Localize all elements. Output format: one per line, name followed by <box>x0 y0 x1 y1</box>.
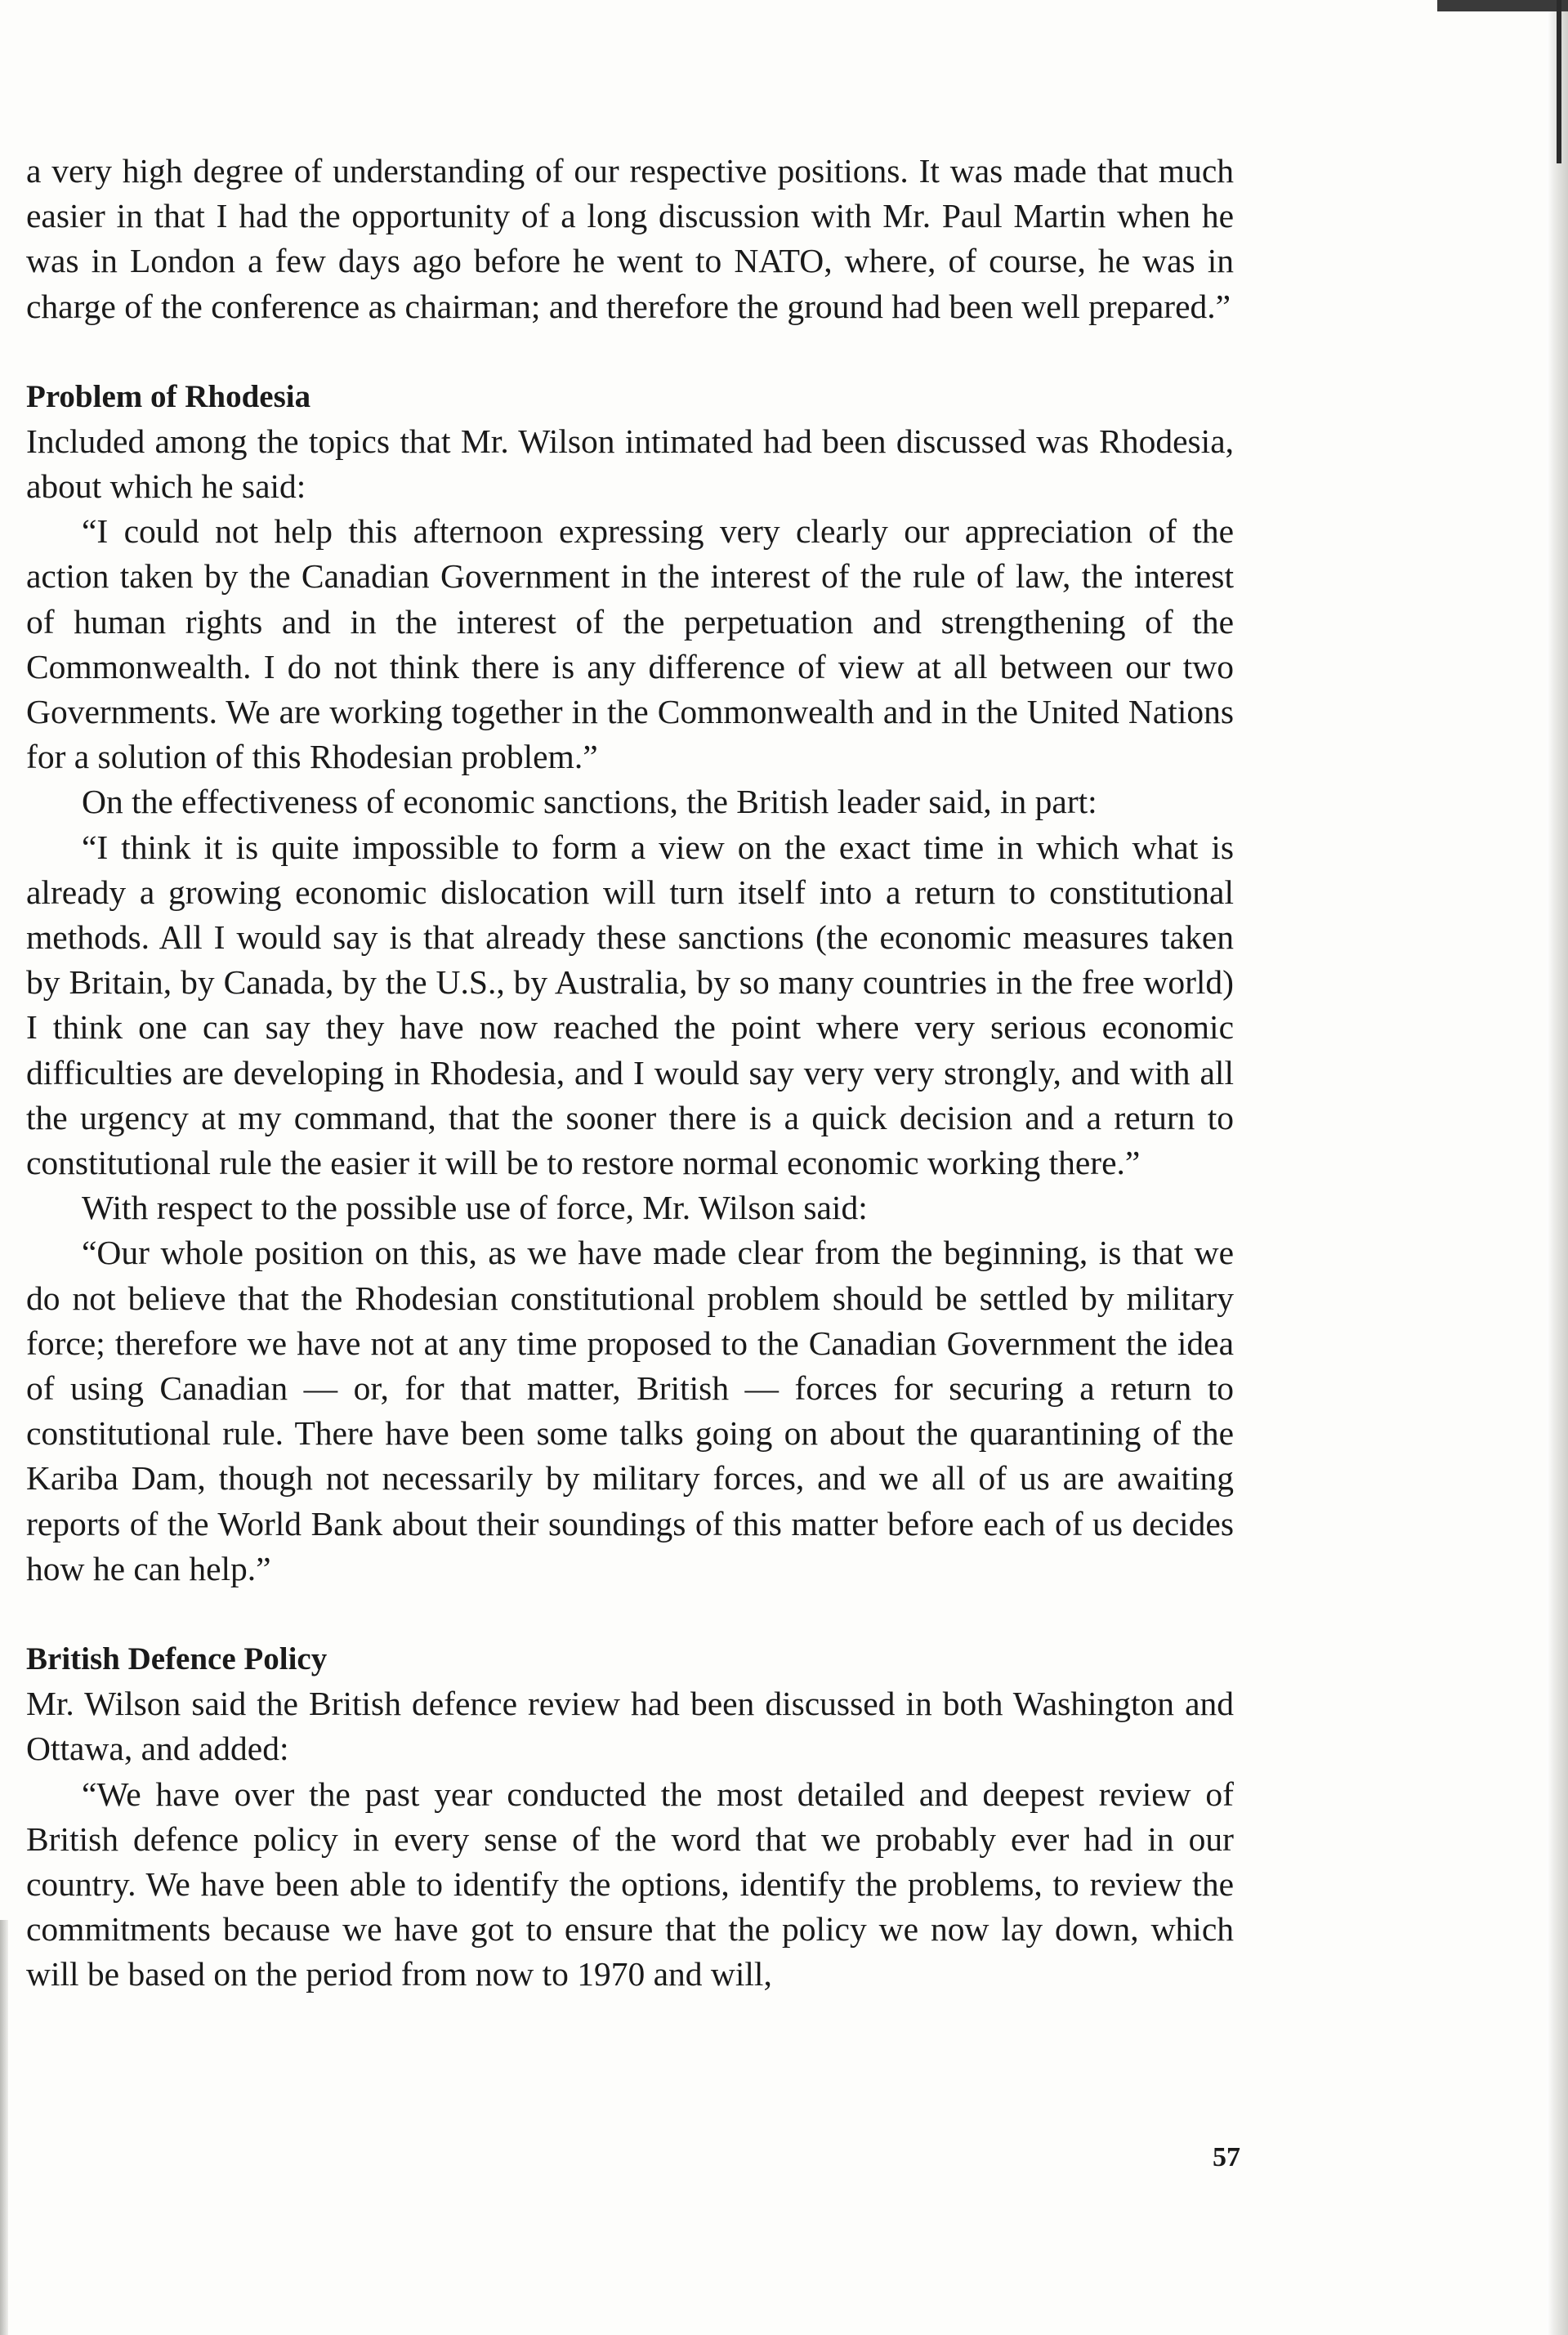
quote-paragraph: “I think it is quite impossible to form a view on the exact time in which what is already a growing economic dislocation will turn itself into a return to constitutional methods. All I would say is that already these sanctions (the economic measures taken by Britain, by Canada, by the U.S., by Australia, by so many countries in the free world) I think one can say they have now reached the point where very serious economic difficulties are developing in Rhodesia, and I would say very very strongly, and with all the urgency at my command, that the sooner there is a quick decision and a return to constitutional rule the easier it will be to restore normal economic working there.” <box>26 828 1234 1182</box>
opening-paragraph: a very high degree of understanding of our respective positions. It was made that much easier in that I had the opportunity of a long discussion with Mr. Paul Martin when he was in London a few days ago before he went to NATO, where, of course, he was in charge of the conference as chairman; and therefore the ground had been well prepared.” <box>26 152 1234 325</box>
scan-edge-left <box>0 1920 8 2335</box>
body-text <box>26 149 1234 1998</box>
paragraph: Included among the topics that Mr. Wilson intimated had been discussed was Rhodesia, about which he said: <box>26 422 1234 506</box>
quote-paragraph: “I could not help this afternoon expressing very clearly our appreciation of the action taken by the Canadian Government in the interest of the rule of law, the interest of human rights and in the interest of the perpetuation and strengthening of the Commonwealth. I do not think there is any difference of view at all between our two Governments. We are working together in the Commonwealth and in the United Nations for a solution of this Rhodesian problem.” <box>26 512 1234 776</box>
scan-edge-top <box>1437 0 1568 11</box>
paragraph: On the effectiveness of economic sanctions, the British leader said, in part: <box>82 783 1097 821</box>
scan-edge-right <box>1547 0 1568 2335</box>
section-heading-rhodesia: Problem of Rhodesia <box>26 378 311 414</box>
paragraph: Mr. Wilson said the British defence review had been discussed in both Washington and Ottawa, and added: <box>26 1685 1234 1768</box>
paragraph: With respect to the possible use of force, Mr. Wilson said: <box>82 1189 868 1227</box>
quote-paragraph: “Our whole position on this, as we have made clear from the beginning, is that we do not believe that the Rhodesian constitutional problem should be settled by military force; therefore we have not at any time proposed to the Canadian Government the idea of using Canadian — or, for that matter, British — forces for securing a return to constitutional rule. There have been some talks going on about the quarantining of the Kariba Dam, though not necessarily by military forces, and we all of us are awaiting reports of the World Bank about their soundings of this matter before each of us decides how he can help.” <box>26 1234 1234 1587</box>
section-heading-defence: British Defence Policy <box>26 1641 328 1677</box>
scan-edge-bar <box>1557 0 1561 163</box>
quote-paragraph: “We have over the past year conducted the most detailed and deepest review of British defence policy in every sense of the word that we probably ever had in our country. We have been able to identify the options, identify the problems, to review the commitments because we have got to ensure that the policy we now lay down, which will be based on the period from now to 1970 and will, <box>26 1775 1234 1993</box>
page-number: 57 <box>1213 2142 1240 2172</box>
